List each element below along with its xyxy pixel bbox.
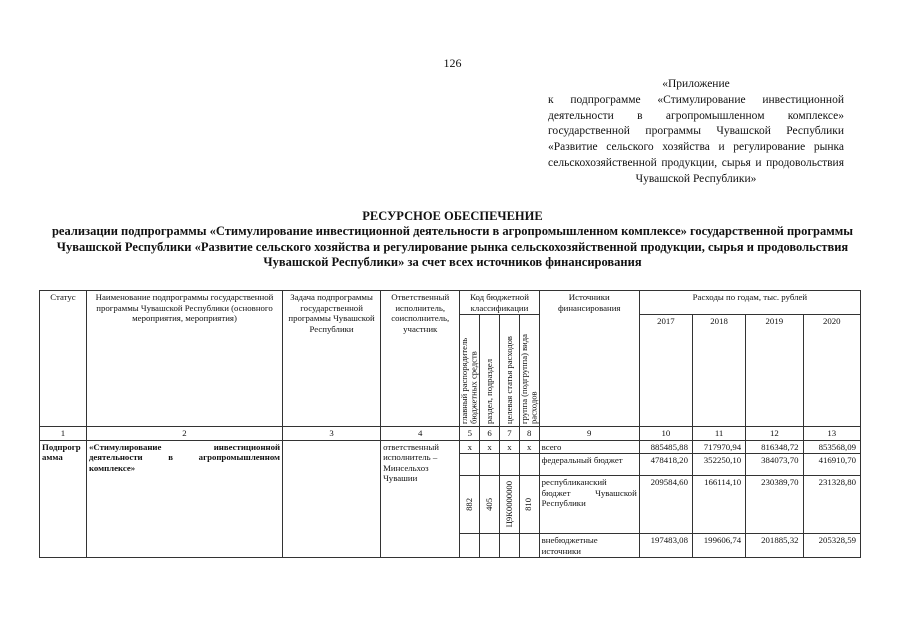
code-empty	[499, 454, 519, 476]
row-code-total: x	[460, 440, 480, 454]
col-number: 11	[692, 427, 745, 441]
col-number: 13	[803, 427, 860, 441]
row-task	[283, 440, 381, 558]
source-name: всего	[539, 440, 639, 454]
header-task: Задача подпрограммы государственной программы Чувашской Республики	[283, 291, 381, 427]
source-name: федеральный бюджет	[539, 454, 639, 476]
table-row	[40, 440, 861, 454]
source-value: 166114,10	[692, 476, 745, 534]
source-value: 230389,70	[746, 476, 803, 534]
header-year: 2020	[803, 315, 860, 427]
source-name: республиканский бюджет Чувашской Республики	[539, 476, 639, 534]
source-name: внебюджетные источники	[539, 534, 639, 558]
source-value: 885485,88	[639, 440, 692, 454]
row-code-rep: 405	[480, 476, 500, 534]
row-name: «Стимулирование инвестиционной деятельности в агропромышленном комплексе»	[86, 440, 282, 558]
source-value: 384073,70	[746, 454, 803, 476]
header-budget-code: Код бюджетной классификации	[460, 291, 539, 315]
row-code-rep: Ц9К0000000	[499, 476, 519, 534]
source-value: 717970,94	[692, 440, 745, 454]
header-expenses: Расходы по годам, тыс. рублей	[639, 291, 860, 315]
source-value: 352250,10	[692, 454, 745, 476]
header-row-1	[40, 291, 861, 315]
header-sources: Источники финансирования	[539, 291, 639, 427]
code-empty	[499, 534, 519, 558]
col-number: 4	[381, 427, 460, 441]
row-code-total: x	[499, 440, 519, 454]
source-value: 231328,80	[803, 476, 860, 534]
code-empty	[460, 534, 480, 558]
page-number: 126	[443, 56, 462, 70]
appendix-body: к подпрограмме «Стимулирование инвестиционной деятельности в агропромышленном комплексе» государственной программы Чувашской Республики «Развитие сельского хозяйства и регулирование рынка сельскохозяйственной продукции, сырья и продовольствия Чувашской Республики»	[548, 93, 844, 185]
row-code-rep: 810	[519, 476, 539, 534]
header-name: Наименование подпрограммы государственной программы Чувашской Республики (основного мероприятия, мероприятия)	[86, 291, 282, 427]
resource-table	[39, 290, 861, 558]
row-executor: ответственный исполнитель – Минсельхоз Чувашии	[381, 440, 460, 558]
header-code-grbs: главный распорядитель бюджетных средств	[460, 315, 480, 427]
col-number: 9	[539, 427, 639, 441]
code-empty	[480, 534, 500, 558]
header-year: 2018	[692, 315, 745, 427]
row-status: Подпрограмма	[40, 440, 87, 558]
col-number: 3	[283, 427, 381, 441]
col-number: 12	[746, 427, 803, 441]
col-number: 5	[460, 427, 480, 441]
source-value: 816348,72	[746, 440, 803, 454]
header-code-group: группа (подгруппа) вида расходов	[519, 315, 539, 427]
source-value: 478418,20	[639, 454, 692, 476]
header-code-target: целевая статья расходов	[499, 315, 519, 427]
source-value: 853568,09	[803, 440, 860, 454]
source-value: 201885,32	[746, 534, 803, 558]
appendix-head: «Приложение	[662, 78, 730, 90]
code-empty	[480, 454, 500, 476]
source-value: 209584,60	[639, 476, 692, 534]
source-value: 199606,74	[692, 534, 745, 558]
document-title: РЕСУРСНОЕ ОБЕСПЕЧЕНИЕ	[362, 209, 543, 223]
header-year: 2019	[746, 315, 803, 427]
row-code-total: x	[519, 440, 539, 454]
source-value: 205328,59	[803, 534, 860, 558]
row-code-total: x	[480, 440, 500, 454]
col-number: 2	[86, 427, 282, 441]
col-number: 10	[639, 427, 692, 441]
header-executor: Ответственный исполнитель, соисполнитель, участник	[381, 291, 460, 427]
col-number: 7	[499, 427, 519, 441]
col-number: 1	[40, 427, 87, 441]
code-empty	[519, 454, 539, 476]
code-empty	[519, 534, 539, 558]
header-year: 2017	[639, 315, 692, 427]
appendix-note	[548, 77, 844, 188]
code-empty	[460, 454, 480, 476]
header-code-section: раздел, подраздел	[480, 315, 500, 427]
source-value: 197483,08	[639, 534, 692, 558]
document-subtitle: реализации подпрограммы «Стимулирование инвестиционной деятельности в агропромышленном комплексе» государственной программы Чувашской Республики «Развитие сельского хозяйства и регулирование рынка сельскохозяйственной продукции, сырья и продовольствия Чувашской Республики» за счет всех источников финансирования	[51, 224, 854, 269]
header-status: Статус	[40, 291, 87, 427]
row-code-rep: 882	[460, 476, 480, 534]
source-value: 416910,70	[803, 454, 860, 476]
col-number: 6	[480, 427, 500, 441]
column-number-row	[40, 427, 861, 441]
col-number: 8	[519, 427, 539, 441]
